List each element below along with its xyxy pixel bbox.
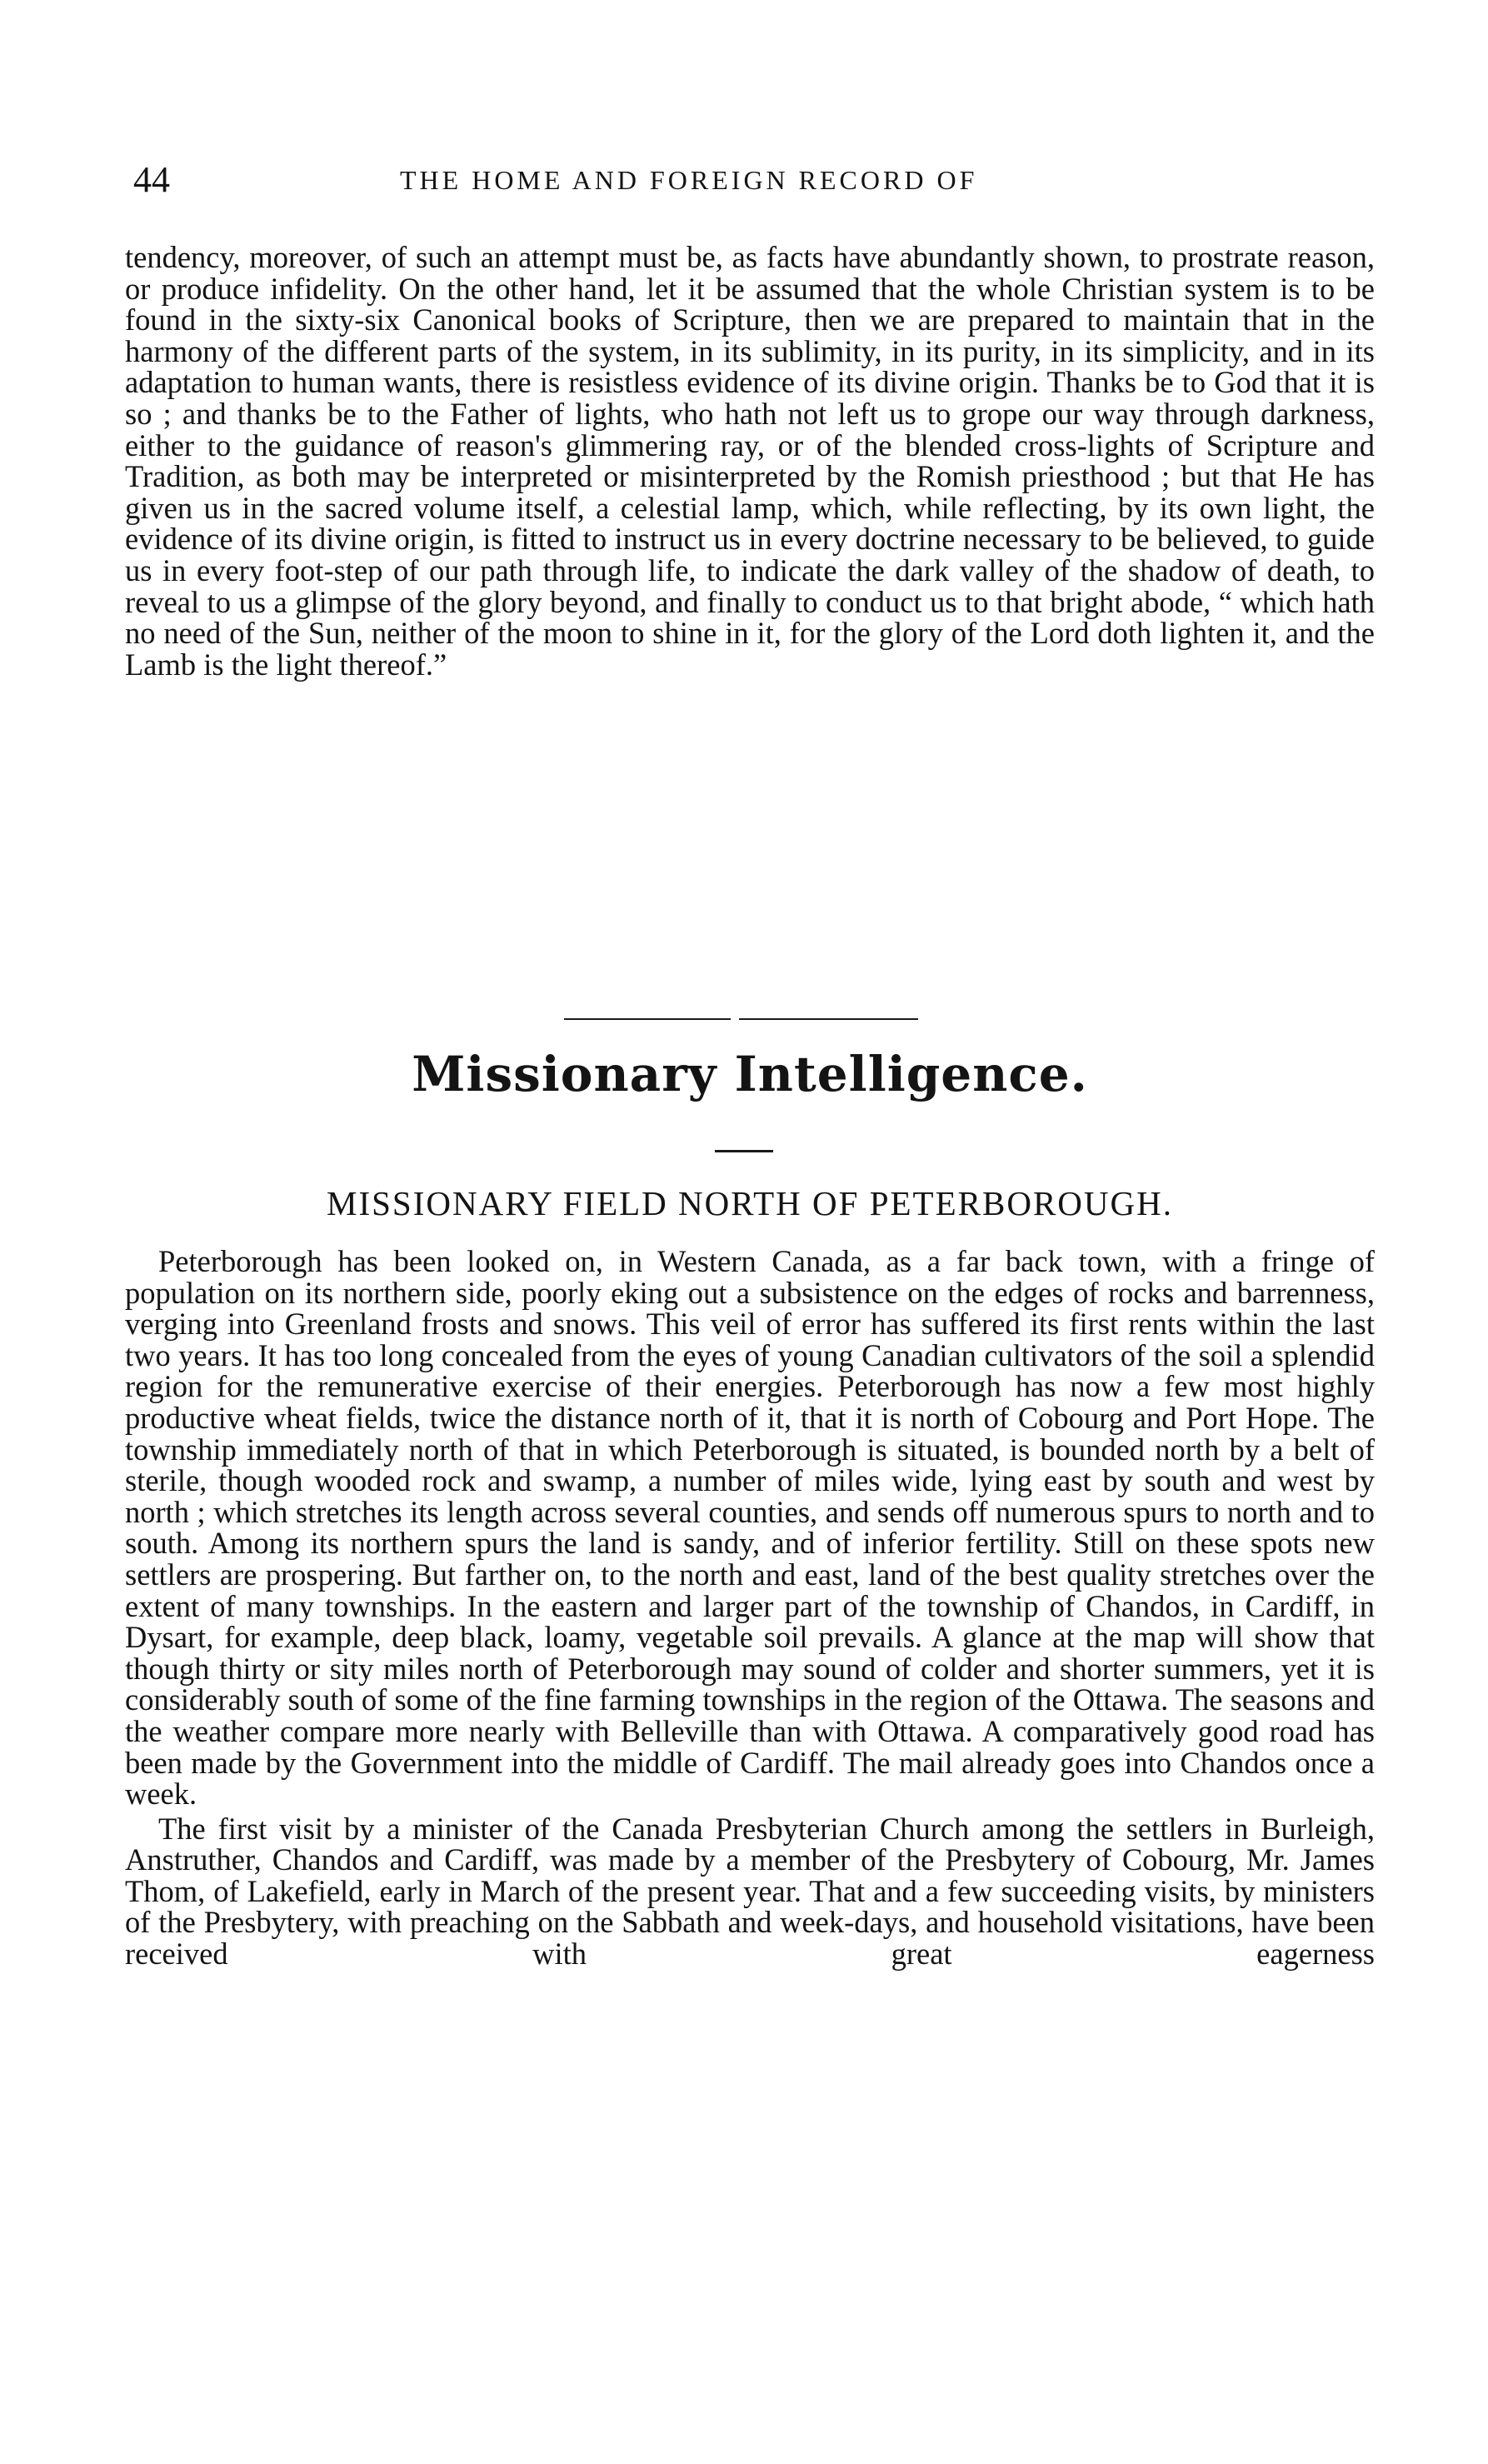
page-number: 44 — [133, 159, 170, 200]
section-rule — [715, 1150, 773, 1152]
section-title: Missionary Intelligence. — [412, 1046, 1088, 1102]
article-body — [125, 1246, 1375, 1970]
article-paragraph-2: The first visit by a minister of the Canada Presbyterian Church among the settlers in Burleigh, Anstruther, Chandos and Cardiff, was made by a member of the Presbytery of Cobourg, Mr. James Thom, of Lakefield, early in March of the present year. That and a few succeeding visits, by ministers of the Presbytery, with preaching on the Sabbath and week-days, and household visitations, have been received with great eagerness — [125, 1811, 1375, 1972]
top-text-block — [125, 242, 1375, 680]
separator-rule-left — [564, 1018, 731, 1020]
running-head: THE HOME AND FOREIGN RECORD OF — [400, 165, 978, 195]
article-paragraph-1: Peterborough has been looked on, in Western Canada, as a far back town, with a fringe of population on its northern side, poorly eking out a subsistence on the edges of rocks and barrenness, verging into Greenland frosts and snows. This veil of error has suffered its first rents within the last two years. It has too long concealed from the eyes of young Canadian cultivators of the soil a splendid region for the remunerative exercise of their energies. Peterborough has now a few most highly productive wheat fields, twice the distance north of it, that it is north of Cobourg and Port Hope. The township immediately north of that in which Peterborough is situated, is bounded north by a belt of sterile, though wooded rock and swamp, a number of miles wide, lying east by south and west by north ; which stretches its length across several counties, and sends off numerous spurs to north and to south. Among its northern spurs the land is sandy, and of inferior fertility. Still on these spots new settlers are prospering. But farther on, to the north and east, land of the best quality stretches over the extent of many townships. In the eastern and larger part of the township of Chandos, in Cardiff, in Dysart, for example, deep black, loamy, vegetable soil prevails. A glance at the map will show that though thirty or sity miles north of Peterborough may sound of colder and shorter summers, yet it is considerably south of some of the fine farming townships in the region of the Ottawa. The seasons and the weather compare more nearly with Belleville than with Ottawa. A comparatively good road has been made by the Government into the middle of Cardiff. The mail already goes into Chandos once a week. — [125, 1244, 1375, 1812]
separator-rule-right — [739, 1018, 918, 1020]
article-title: MISSIONARY FIELD NORTH OF PETERBOROUGH. — [327, 1184, 1173, 1222]
page-header — [133, 158, 1383, 208]
top-paragraph: tendency, moreover, of such an attempt must be, as facts have abundantly shown, to prostrate reason, or produce infidelity. On the other hand, let it be assumed that the whole Christian system is to be found in the sixty-six Canonical books of Scripture, then we are prepared to maintain that in the harmony of the different parts of the system, in its sublimity, in its purity, in its simplicity, and in its adaptation to human wants, there is resistless evidence of its divine origin. Thanks be to God that it is so ; and thanks be to the Father of lights, who hath not left us to grope our way through darkness, either to the guidance of reason's glimmering ray, or of the blended cross-lights of Scripture and Tradition, as both may be interpreted or misinterpreted by the Romish priesthood ; but that He has given us in the sacred volume itself, a celestial lamp, which, while reflecting, by its own light, the evidence of its divine origin, is fitted to instruct us in every doctrine necessary to be believed, to guide us in every foot-step of our path through life, to indicate the dark valley of the shadow of death, to reveal to us a glimpse of the glory beyond, and finally to conduct us to that bright abode, “ which hath no need of the Sun, neither of the moon to shine in it, for the glory of the Lord doth lighten it, and the Lamb is the light thereof.” — [125, 240, 1375, 682]
